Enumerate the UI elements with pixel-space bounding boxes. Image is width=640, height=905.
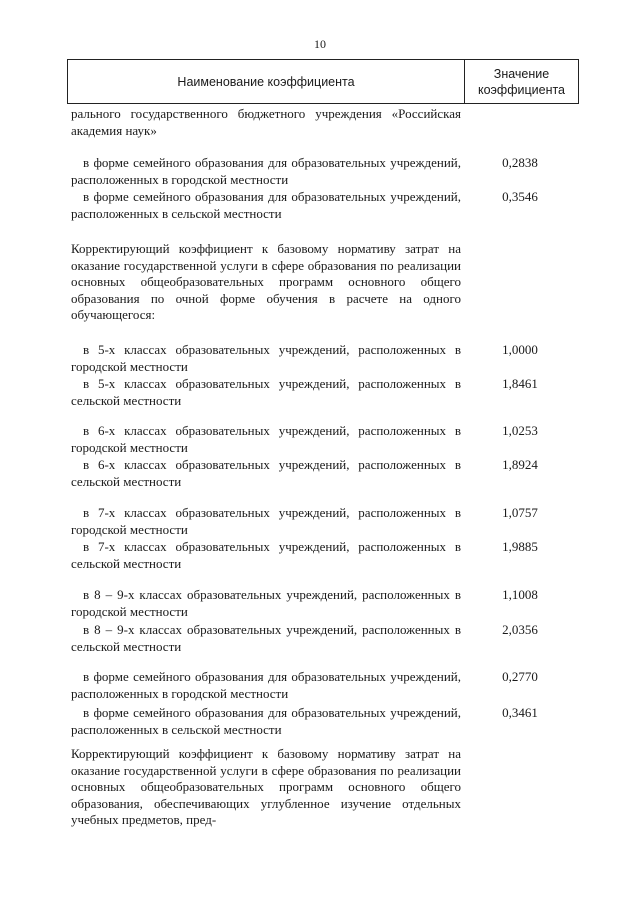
row-value: 0,3461 <box>502 705 538 720</box>
row-value: 0,3546 <box>502 189 538 204</box>
section-heading-paragraph: Корректирующий коэффициент к базовому нормативу затрат на оказание государственной услуги в сфере образования по реализации основных общеобразовательных программ основного общего образования по очной форме обучения в расчете на одного обучающегося: <box>71 241 461 322</box>
row-text: в форме семейного образования для образовательных учреждений, расположенных в сельской местности <box>71 705 461 737</box>
row-text: в форме семейного образования для образовательных учреждений, расположенных в городской местности <box>71 669 461 701</box>
row-continuation-text: рального государственного бюджетного учреждения «Российская академия наук» <box>71 106 461 138</box>
column-header-value-line2: коэффициента <box>477 82 566 97</box>
row-text: в 8 – 9-х классах образовательных учреждений, расположенных в городской местности <box>71 587 461 619</box>
column-header-name: Наименование коэффициента <box>68 60 465 103</box>
row-text: в форме семейного образования для образовательных учреждений, расположенных в сельской местности <box>71 189 461 221</box>
row-text: в 7-х классах образовательных учреждений, расположенных в городской местности <box>71 505 461 537</box>
column-header-value <box>465 60 578 103</box>
row-value: 2,0356 <box>502 622 538 637</box>
row-text: в 5-х классах образовательных учреждений, расположенных в сельской местности <box>71 376 461 408</box>
column-header-value-line1: Значение <box>493 66 550 81</box>
page-number: 10 <box>314 37 326 51</box>
section-heading-paragraph: Корректирующий коэффициент к базовому нормативу затрат на оказание государственной услуги в сфере образования по реализации основных общеобразовательных программ основного общего образования, обеспечивающих углубленное изучение отдельных учебных предметов, пред- <box>71 746 461 827</box>
row-text: в 5-х классах образовательных учреждений, расположенных в городской местности <box>71 342 461 374</box>
table-header <box>67 59 579 104</box>
row-value: 1,0000 <box>502 342 538 357</box>
row-text: в 6-х классах образовательных учреждений, расположенных в городской местности <box>71 423 461 455</box>
row-value: 0,2770 <box>502 669 538 684</box>
row-text: в 8 – 9-х классах образовательных учреждений, расположенных в сельской местности <box>71 622 461 654</box>
row-text: в 6-х классах образовательных учреждений, расположенных в сельской местности <box>71 457 461 489</box>
row-value: 1,8461 <box>502 376 538 391</box>
row-value: 1,8924 <box>502 457 538 472</box>
row-value: 0,2838 <box>502 155 538 170</box>
row-value: 1,1008 <box>502 587 538 602</box>
row-text: в форме семейного образования для образовательных учреждений, расположенных в городской местности <box>71 155 461 187</box>
row-value: 1,0757 <box>502 505 538 520</box>
row-text: в 7-х классах образовательных учреждений, расположенных в сельской местности <box>71 539 461 571</box>
row-value: 1,0253 <box>502 423 538 438</box>
row-value: 1,9885 <box>502 539 538 554</box>
